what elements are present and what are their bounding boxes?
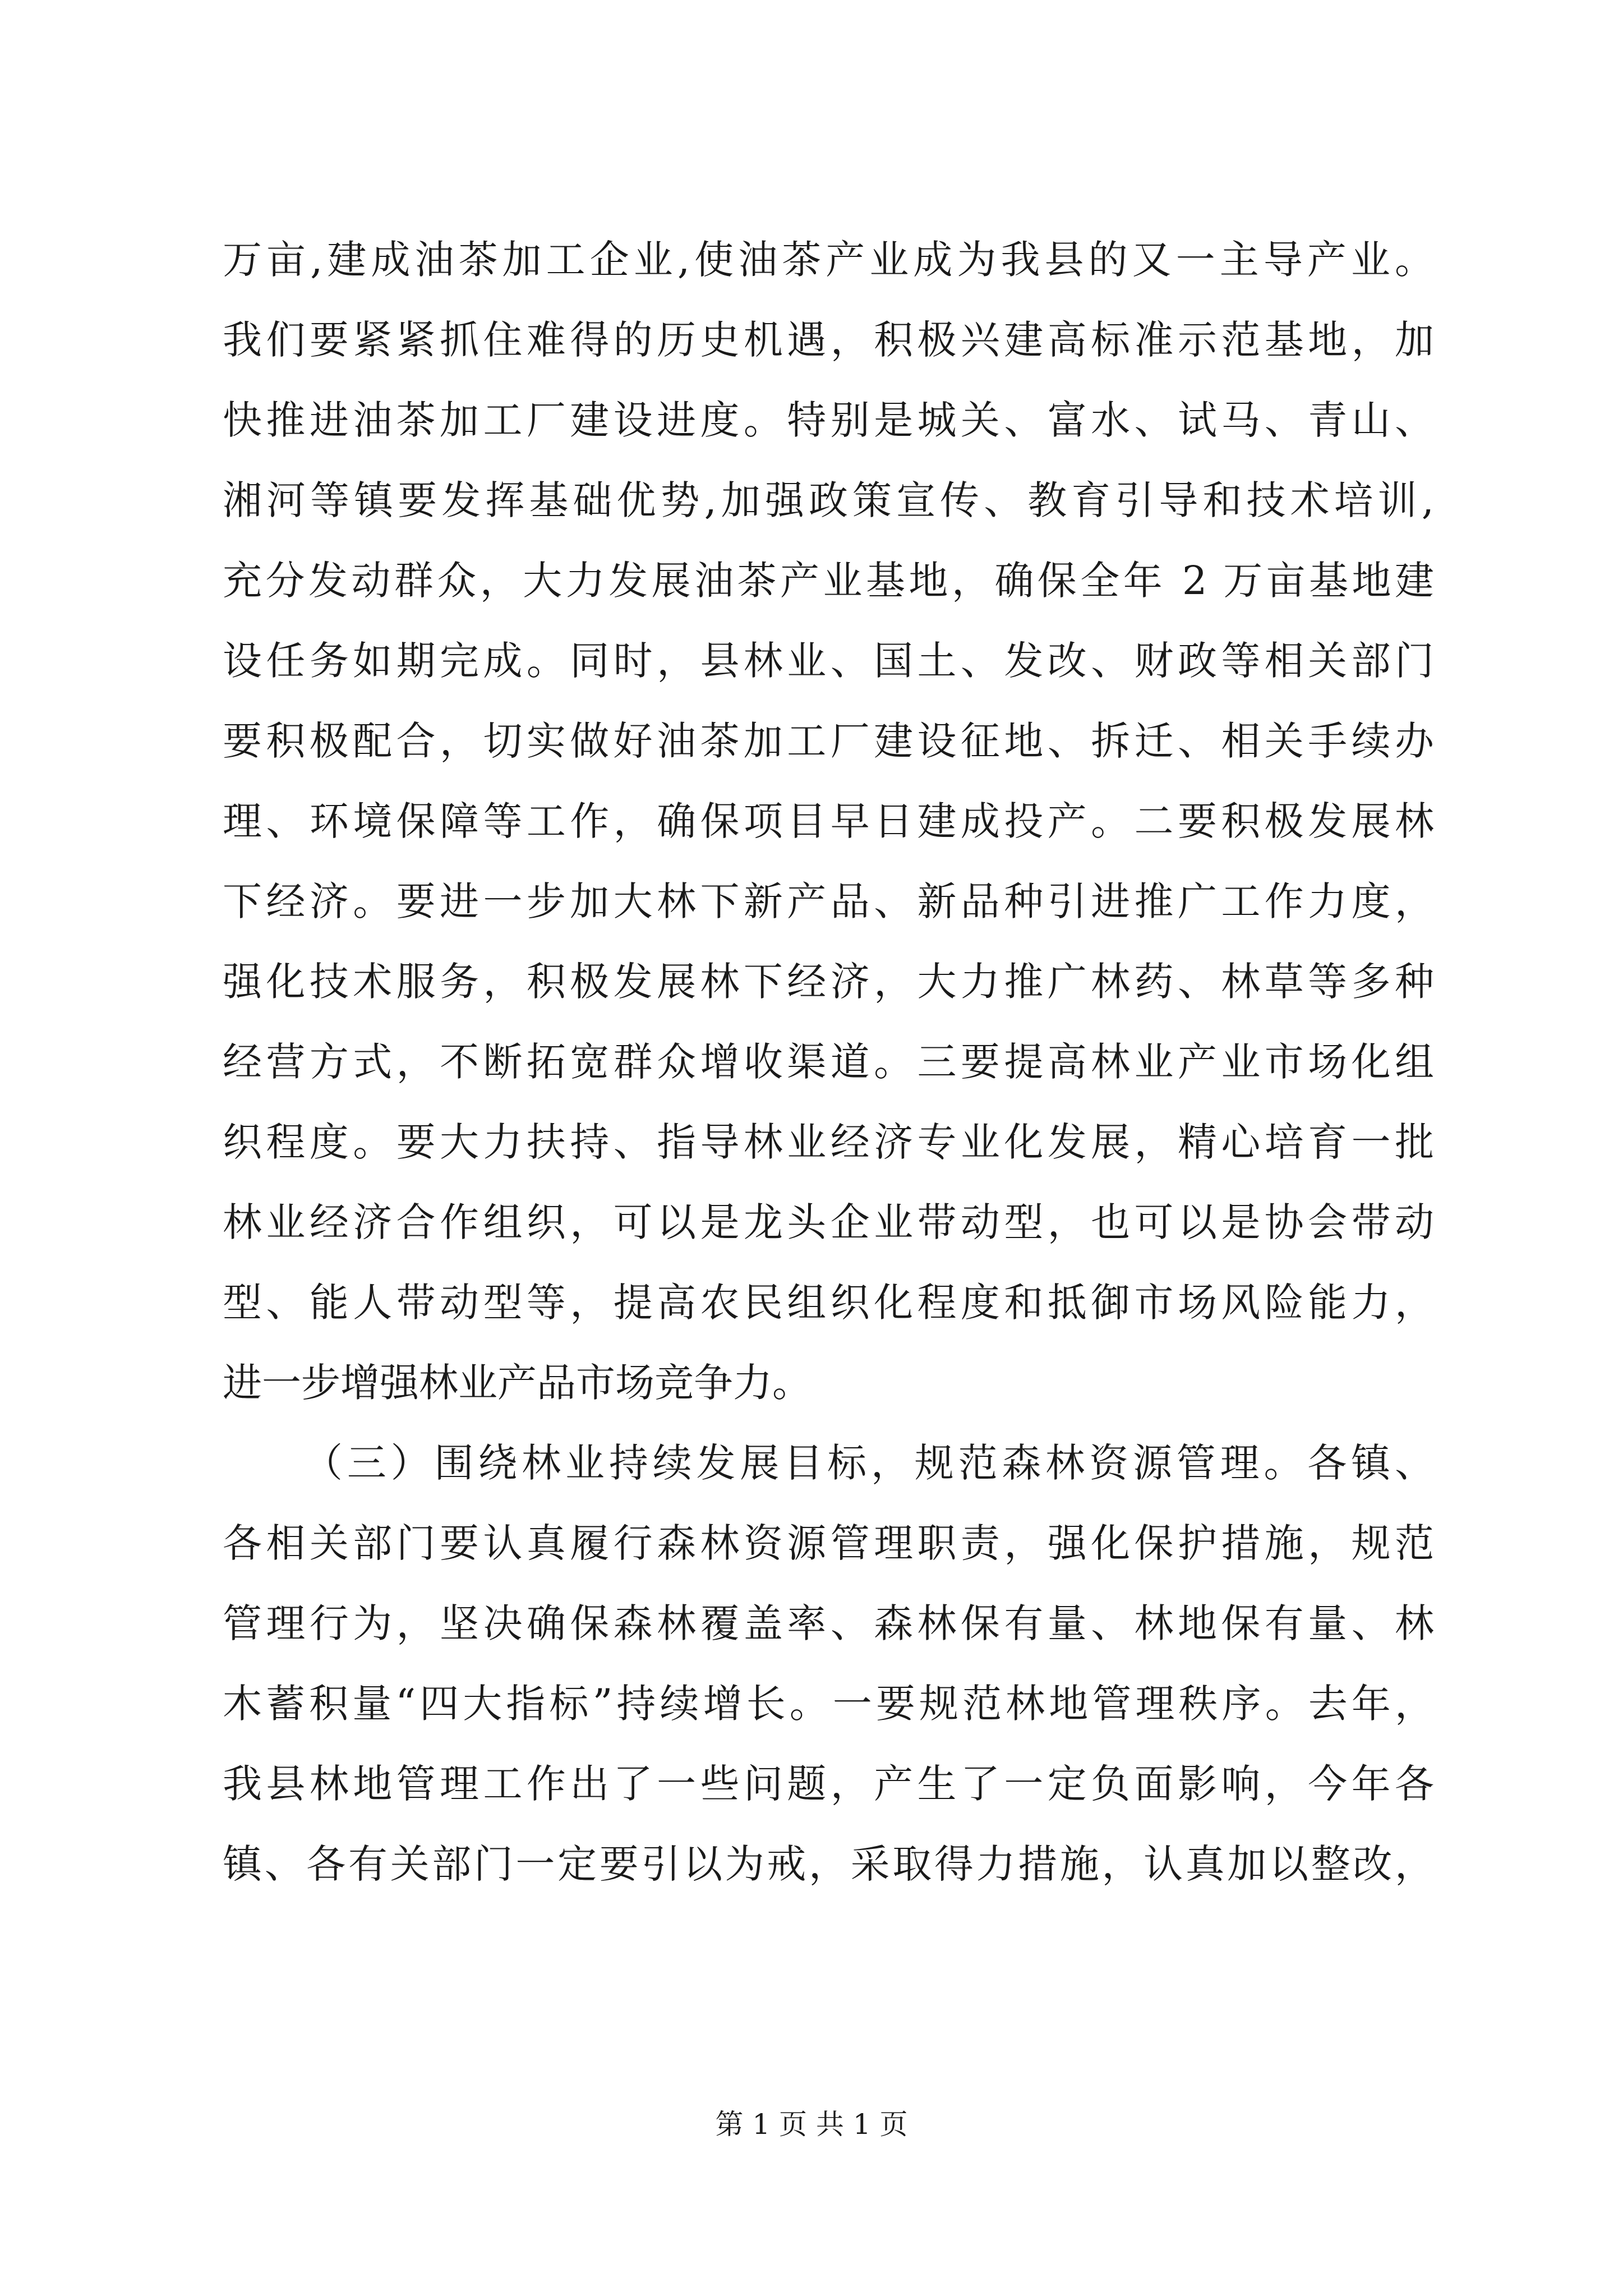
text-line: 湘河等镇要发挥基础优势,加强政策宣传、教育引导和技术培训, <box>223 477 1434 523</box>
section-heading-line: （三）围绕林业持续发展目标，规范森林资源管理。各镇、 <box>303 1440 1434 1486</box>
document-body <box>223 220 1434 1904</box>
text-line: 我县林地管理工作出了一些问题，产生了一定负面影响，今年各 <box>223 1761 1434 1807</box>
text-line: 经营方式，不断拓宽群众增收渠道。三要提高林业产业市场化组 <box>223 1039 1434 1085</box>
text-line: 要积极配合，切实做好油茶加工厂建设征地、拆迁、相关手续办 <box>223 718 1434 764</box>
text-line: 充分发动群众，大力发展油茶产业基地，确保全年 2 万亩基地建 <box>223 558 1434 604</box>
text-line: 强化技术服务，积极发展林下经济，大力推广林药、林草等多种 <box>223 959 1434 1005</box>
text-line: 林业经济合作组织，可以是龙头企业带动型，也可以是协会带动 <box>223 1199 1434 1245</box>
page-number: 第 1 页 共 1 页 <box>715 2108 908 2141</box>
text-line: 各相关部门要认真履行森林资源管理职责，强化保护措施，规范 <box>223 1520 1434 1566</box>
text-line: 理、环境保障等工作，确保项目早日建成投产。二要积极发展林 <box>223 798 1434 844</box>
page-footer <box>0 2105 1623 2144</box>
text-line: 下经济。要进一步加大林下新产品、新品种引进推广工作力度， <box>223 878 1434 924</box>
text-line: 织程度。要大力扶持、指导林业经济专业化发展，精心培育一批 <box>223 1119 1434 1165</box>
text-line: 管理行为，坚决确保森林覆盖率、森林保有量、林地保有量、林 <box>223 1600 1434 1646</box>
text-line: 万亩,建成油茶加工企业,使油茶产业成为我县的又一主导产业。 <box>223 237 1434 283</box>
text-line: 我们要紧紧抓住难得的历史机遇，积极兴建高标准示范基地，加 <box>223 317 1434 363</box>
text-line: 进一步增强林业产品市场竞争力。 <box>223 1360 811 1406</box>
text-line: 镇、各有关部门一定要引以为戒，采取得力措施，认真加以整改， <box>223 1841 1434 1887</box>
text-line: 设任务如期完成。同时，县林业、国土、发改、财政等相关部门 <box>223 638 1434 684</box>
text-line: 快推进油茶加工厂建设进度。特别是城关、富水、试马、青山、 <box>223 397 1434 443</box>
text-line: 木蓄积量“四大指标”持续增长。一要规范林地管理秩序。去年， <box>223 1681 1434 1727</box>
text-line: 型、能人带动型等，提高农民组织化程度和抵御市场风险能力， <box>223 1280 1434 1326</box>
